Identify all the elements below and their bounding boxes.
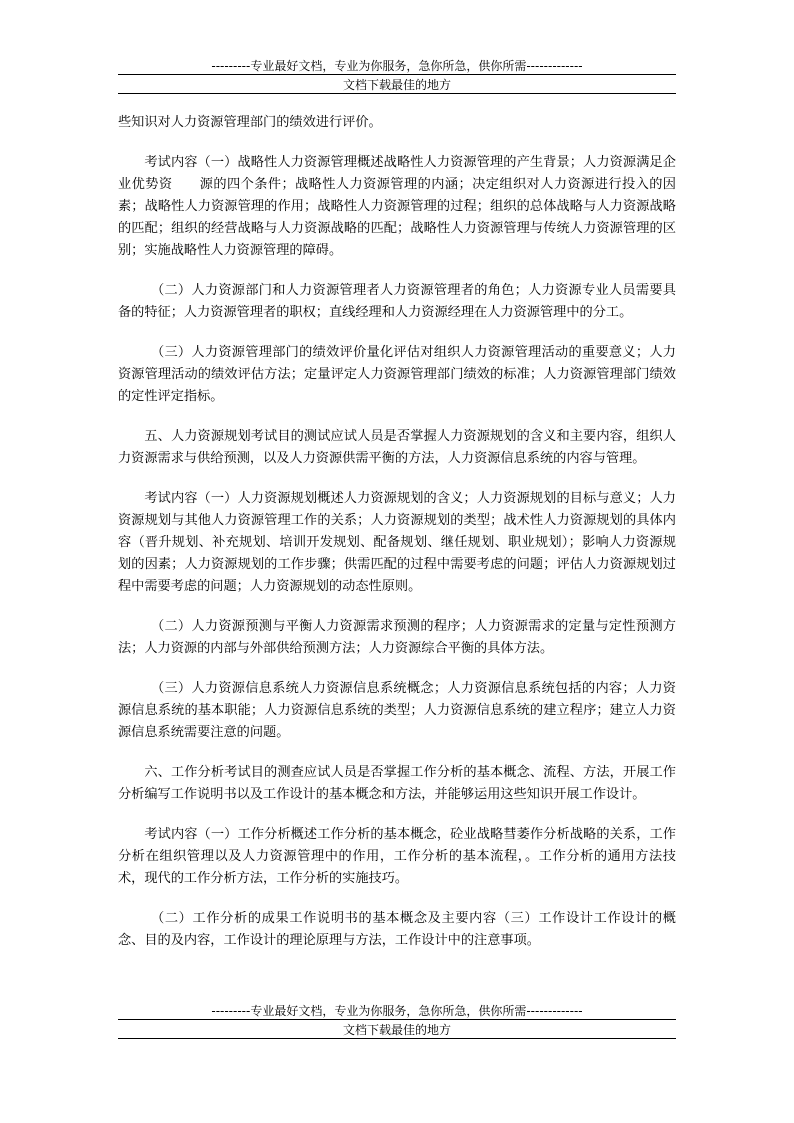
paragraph-5: 五、人力资源规划考试目的测试应试人员是否掌握人力资源规划的含义和主要内容，组织人力资源需求与供给预测，以及人力资源供需平衡的方法，人力资源信息系统的内容与管理。 xyxy=(118,429,676,466)
paragraph-11: （二）工作分析的成果工作说明书的基本概念及主要内容（三）工作设计工作设计的概念、目的及内容，工作设计的理论原理与方法，工作设计中的注意事项。 xyxy=(118,911,676,948)
header-divider xyxy=(118,74,676,75)
paragraph-3: （二）人力资源部门和人力资源管理者人力资源管理者的角色；人力资源专业人员需要具备的特征；人力资源管理者的职权；直线经理和人力资源经理在人力资源管理中的分工。 xyxy=(118,283,676,320)
header-site-name: 文档下载最佳的地方 xyxy=(342,78,451,92)
footer-bottom-rule xyxy=(118,1038,676,1039)
paragraph-9: 六、工作分析考试目的测查应试人员是否掌握工作分析的基本概念、流程、方法，开展工作分析编写工作说明书以及工作设计的基本概念和方法，并能够运用这些知识开展工作设计。 xyxy=(118,765,676,802)
document-body xyxy=(118,112,676,970)
footer-tagline: ---------专业最好文档，专业为你服务，急你所急，供你所需------------- xyxy=(211,1004,583,1018)
paragraph-1: 些知识对人力资源管理部门的绩效进行评价。 xyxy=(118,115,382,130)
header-bottom-rule xyxy=(118,93,676,94)
header-tagline: ---------专业最好文档，专业为你服务，急你所急，供你所需------------- xyxy=(211,59,583,73)
paragraph-4: （三）人力资源管理部门的绩效评价量化评估对组织人力资源管理活动的重要意义；人力资源管理活动的绩效评估方法；定量评定人力资源管理部门绩效的标准；人力资源管理部门绩效的定性评定指标。 xyxy=(118,345,676,404)
paragraph-6: 考试内容（一）人力资源规划概述人力资源规划的含义；人力资源规划的目标与意义；人力资源规划与其他人力资源管理工作的关系；人力资源规划的类型；战术性人力资源规划的具体内容（晋升规划、补充规划、培训开发规划、配备规划、继任规划、职业规划）；影响人力资源规划的因素；人力资源规划的工作步骤；供需匹配的过程中需要考虑的问题；评估人力资源规划过程中需要考虑的问题；人力资源规划的动态性原则。 xyxy=(118,491,676,594)
footer-divider xyxy=(118,1019,676,1020)
paragraph-10: 考试内容（一）工作分析概述工作分析的基本概念，砼业战略彗萎作分析战略的关系，工作分析在组织管理以及人力资源管理中的作用，工作分析的基本流程，。工作分析的通用方法技术，现代的工作分析方法，工作分析的实施技巧。 xyxy=(118,827,676,886)
footer-site-name: 文档下载最佳的地方 xyxy=(342,1023,451,1037)
paragraph-2: 考试内容（一）战略性人力资源管理概述战略性人力资源管理的产生背景；人力资源满足企业优势资 源的四个条件；战略性人力资源管理的内涵；决定组织对人力资源进行投入的因素；战略性人力资源管理的作用；战略性人力资源管理的过程；组织的总体战略与人力资源战略的匹配；组织的经营战略与人力资源战略的匹配；战略性人力资源管理与传统人力资源管理的区别；实施战略性人力资源管理的障碍。 xyxy=(118,155,676,258)
paragraph-7: （二）人力资源预测与平衡人力资源需求预测的程序；人力资源需求的定量与定性预测方法；人力资源的内部与外部供给预测方法；人力资源综合平衡的具体方法。 xyxy=(118,619,676,656)
paragraph-8: （三）人力资源信息系统人力资源信息系统概念；人力资源信息系统包括的内容；人力资源信息系统的基本职能；人力资源信息系统的类型；人力资源信息系统的建立程序；建立人力资源信息系统需要注意的问题。 xyxy=(118,681,676,740)
